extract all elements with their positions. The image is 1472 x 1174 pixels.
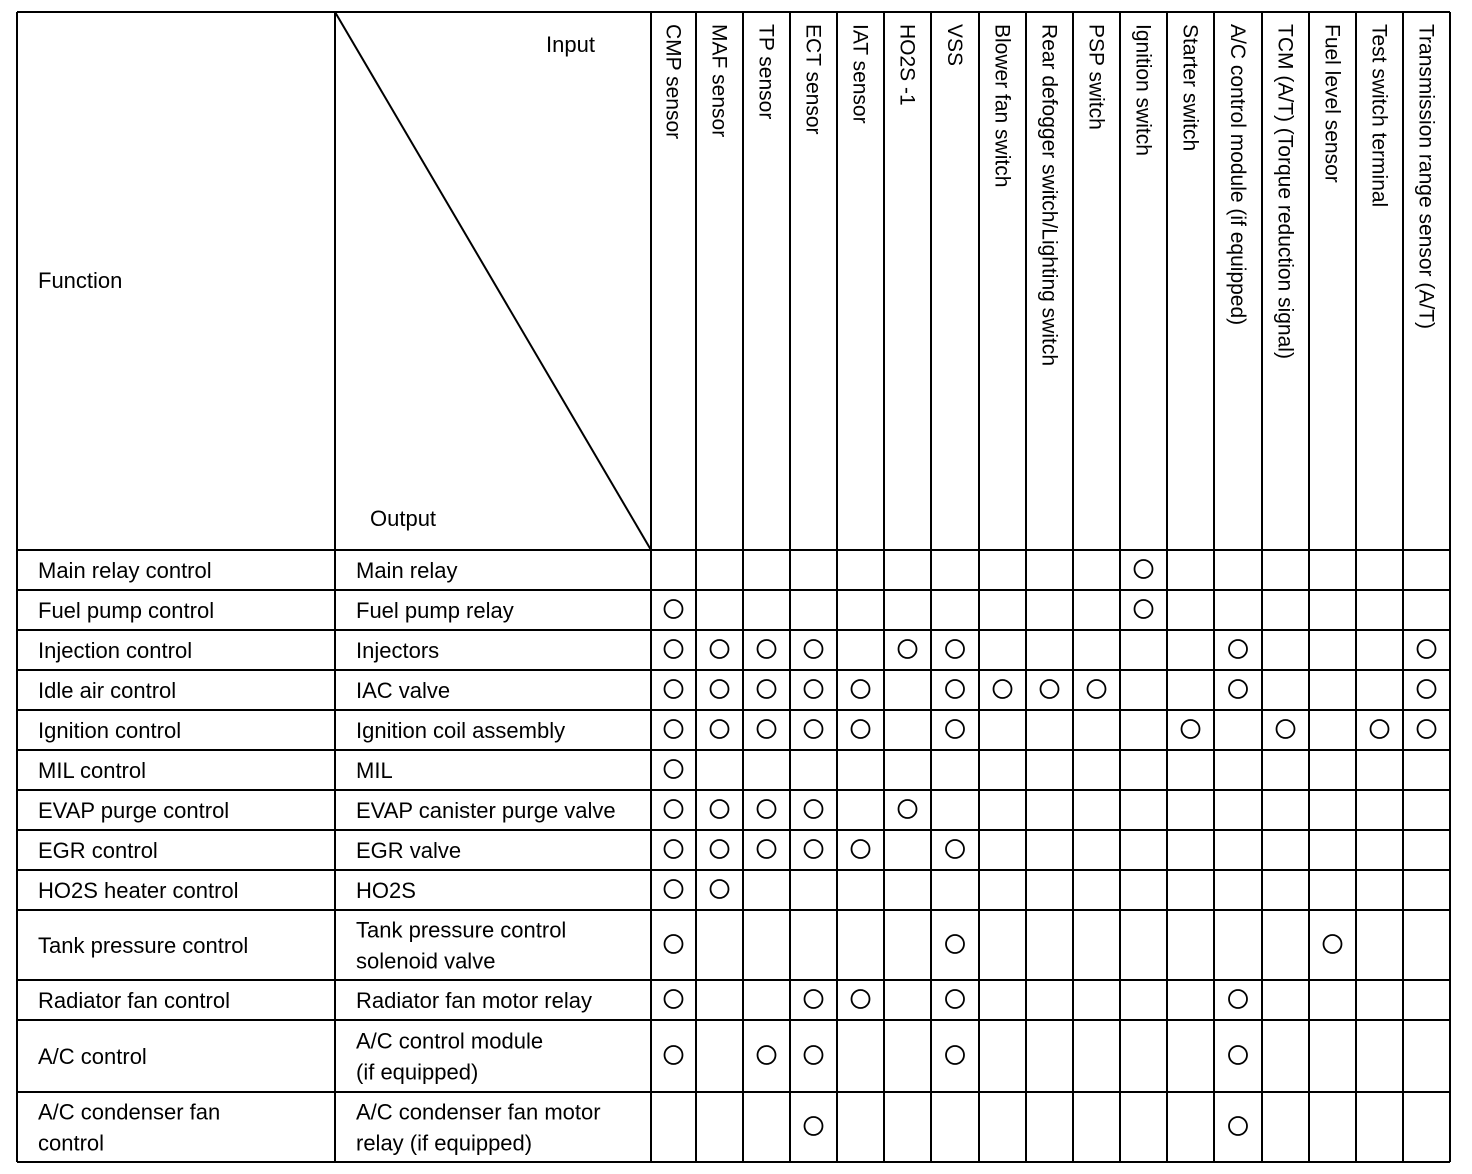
applicable-mark: [852, 720, 870, 738]
applicable-mark: [946, 720, 964, 738]
applicable-mark: [852, 990, 870, 1008]
output-text: solenoid valve: [356, 948, 496, 974]
input-label: Ignition switch: [1131, 24, 1155, 156]
table-row: [38, 1100, 1247, 1156]
output-text: (if equipped): [356, 1059, 479, 1085]
table-row: [38, 918, 1342, 974]
applicable-mark: [758, 800, 776, 818]
input-label: MAF sensor: [707, 24, 731, 138]
function-text: Radiator fan control: [38, 988, 230, 1013]
applicable-mark: [665, 800, 683, 818]
table-row: [38, 798, 917, 823]
applicable-mark: [805, 640, 823, 658]
applicable-mark: [1088, 680, 1106, 698]
applicable-mark: [758, 840, 776, 858]
applicable-mark: [1418, 680, 1436, 698]
input-label: CMP sensor: [661, 24, 685, 140]
input-label: Test switch terminal: [1367, 24, 1391, 208]
input-column-labels: [662, 24, 1438, 366]
input-label: VSS: [943, 24, 966, 67]
applicable-mark: [1135, 560, 1153, 578]
applicable-mark: [805, 990, 823, 1008]
applicable-mark: [946, 840, 964, 858]
function-text: Idle air control: [38, 678, 177, 703]
applicable-mark: [665, 1046, 683, 1064]
table-row: [38, 758, 683, 783]
output-text: HO2S: [356, 878, 416, 903]
applicable-mark: [1041, 680, 1059, 698]
function-text: Injection control: [38, 638, 193, 663]
applicable-mark: [1229, 680, 1247, 698]
applicable-mark: [711, 880, 729, 898]
table-row: [38, 718, 1436, 743]
applicable-mark: [946, 640, 964, 658]
applicable-mark: [1229, 640, 1247, 658]
output-text: A/C condenser fan motor: [356, 1099, 601, 1125]
input-label: A/C control module (if equipped): [1226, 24, 1249, 326]
applicable-mark: [665, 680, 683, 698]
input-label: PSP switch: [1084, 24, 1108, 130]
output-text: relay (if equipped): [356, 1130, 533, 1156]
applicable-mark: [946, 935, 964, 953]
table-row: [38, 838, 964, 863]
applicable-mark: [758, 1046, 776, 1064]
applicable-mark: [1229, 1046, 1247, 1064]
output-text: Injectors: [356, 638, 440, 663]
applicable-mark: [805, 720, 823, 738]
output-header: Output: [370, 506, 437, 531]
output-text: Fuel pump relay: [356, 598, 514, 623]
output-text: EVAP canister purge valve: [356, 798, 616, 823]
applicable-mark: [805, 840, 823, 858]
applicable-mark: [665, 935, 683, 953]
function-text: HO2S heater control: [38, 878, 239, 903]
applicable-mark: [665, 880, 683, 898]
applicable-mark: [805, 1117, 823, 1135]
input-label: Blower fan switch: [990, 24, 1014, 188]
output-text: EGR valve: [356, 838, 462, 863]
input-label: Transmission range sensor (A/T): [1414, 24, 1438, 329]
function-text: Fuel pump control: [38, 598, 215, 623]
applicable-mark: [665, 640, 683, 658]
table-row: [38, 558, 1153, 583]
table-row: [38, 1029, 1247, 1085]
table-row: [38, 598, 1153, 623]
function-text: Tank pressure control: [38, 933, 249, 958]
output-text: IAC valve: [356, 678, 451, 703]
applicable-mark: [1229, 990, 1247, 1008]
function-text: Main relay control: [38, 558, 212, 583]
applicable-mark: [1182, 720, 1200, 738]
applicable-mark: [805, 800, 823, 818]
input-label: TP sensor: [754, 24, 778, 120]
input-label: TCM (A/T) (Torque reduction signal): [1273, 24, 1297, 359]
function-text: A/C control: [38, 1044, 147, 1069]
applicable-mark: [805, 1046, 823, 1064]
header-diagonal: [335, 12, 651, 550]
applicable-mark: [852, 680, 870, 698]
applicable-mark: [665, 760, 683, 778]
function-text: EVAP purge control: [38, 798, 230, 823]
applicable-mark: [805, 680, 823, 698]
output-text: MIL: [356, 758, 393, 783]
applicable-mark: [946, 1046, 964, 1064]
input-label: HO2S -1: [895, 24, 919, 106]
applicable-mark: [711, 800, 729, 818]
applicable-mark: [899, 640, 917, 658]
applicable-mark: [711, 720, 729, 738]
applicable-mark: [1277, 720, 1295, 738]
function-text: control: [38, 1130, 105, 1156]
applicable-mark: [1418, 720, 1436, 738]
applicable-mark: [711, 840, 729, 858]
applicable-mark: [994, 680, 1012, 698]
applicable-mark: [946, 680, 964, 698]
applicable-mark: [946, 990, 964, 1008]
output-text: Main relay: [356, 558, 458, 583]
output-text: Tank pressure control: [356, 917, 567, 943]
table-row: [38, 878, 729, 903]
applicable-mark: [665, 720, 683, 738]
output-text: Radiator fan motor relay: [356, 988, 592, 1013]
applicable-mark: [758, 640, 776, 658]
input-label: Starter switch: [1178, 24, 1202, 152]
function-text: A/C condenser fan: [38, 1099, 221, 1125]
input-label: ECT sensor: [801, 24, 825, 135]
table-row: [38, 638, 1436, 663]
table-body: [38, 558, 1436, 1156]
table-row: [38, 988, 1247, 1013]
input-header: Input: [546, 32, 595, 57]
applicable-mark: [665, 840, 683, 858]
function-text: Ignition control: [38, 718, 182, 743]
function-text: MIL control: [38, 758, 147, 783]
applicable-mark: [1418, 640, 1436, 658]
function-text: EGR control: [38, 838, 158, 863]
output-text: Ignition coil assembly: [356, 718, 566, 743]
applicable-mark: [758, 720, 776, 738]
applicable-mark: [665, 600, 683, 618]
function-header: Function: [38, 268, 123, 293]
applicable-mark: [665, 990, 683, 1008]
table-header: [38, 32, 595, 531]
applicable-mark: [1324, 935, 1342, 953]
input-label: IAT sensor: [848, 24, 872, 124]
table-row: [38, 678, 1436, 703]
input-label: Rear defogger switch/Lighting switch: [1037, 24, 1061, 367]
applicable-mark: [1135, 600, 1153, 618]
applicable-mark: [711, 640, 729, 658]
applicable-mark: [758, 680, 776, 698]
input-label: Fuel level sensor: [1320, 24, 1344, 183]
applicable-mark: [852, 840, 870, 858]
applicable-mark: [899, 800, 917, 818]
applicable-mark: [1229, 1117, 1247, 1135]
applicable-mark: [711, 680, 729, 698]
applicable-mark: [1371, 720, 1389, 738]
output-text: A/C control module: [356, 1028, 544, 1054]
